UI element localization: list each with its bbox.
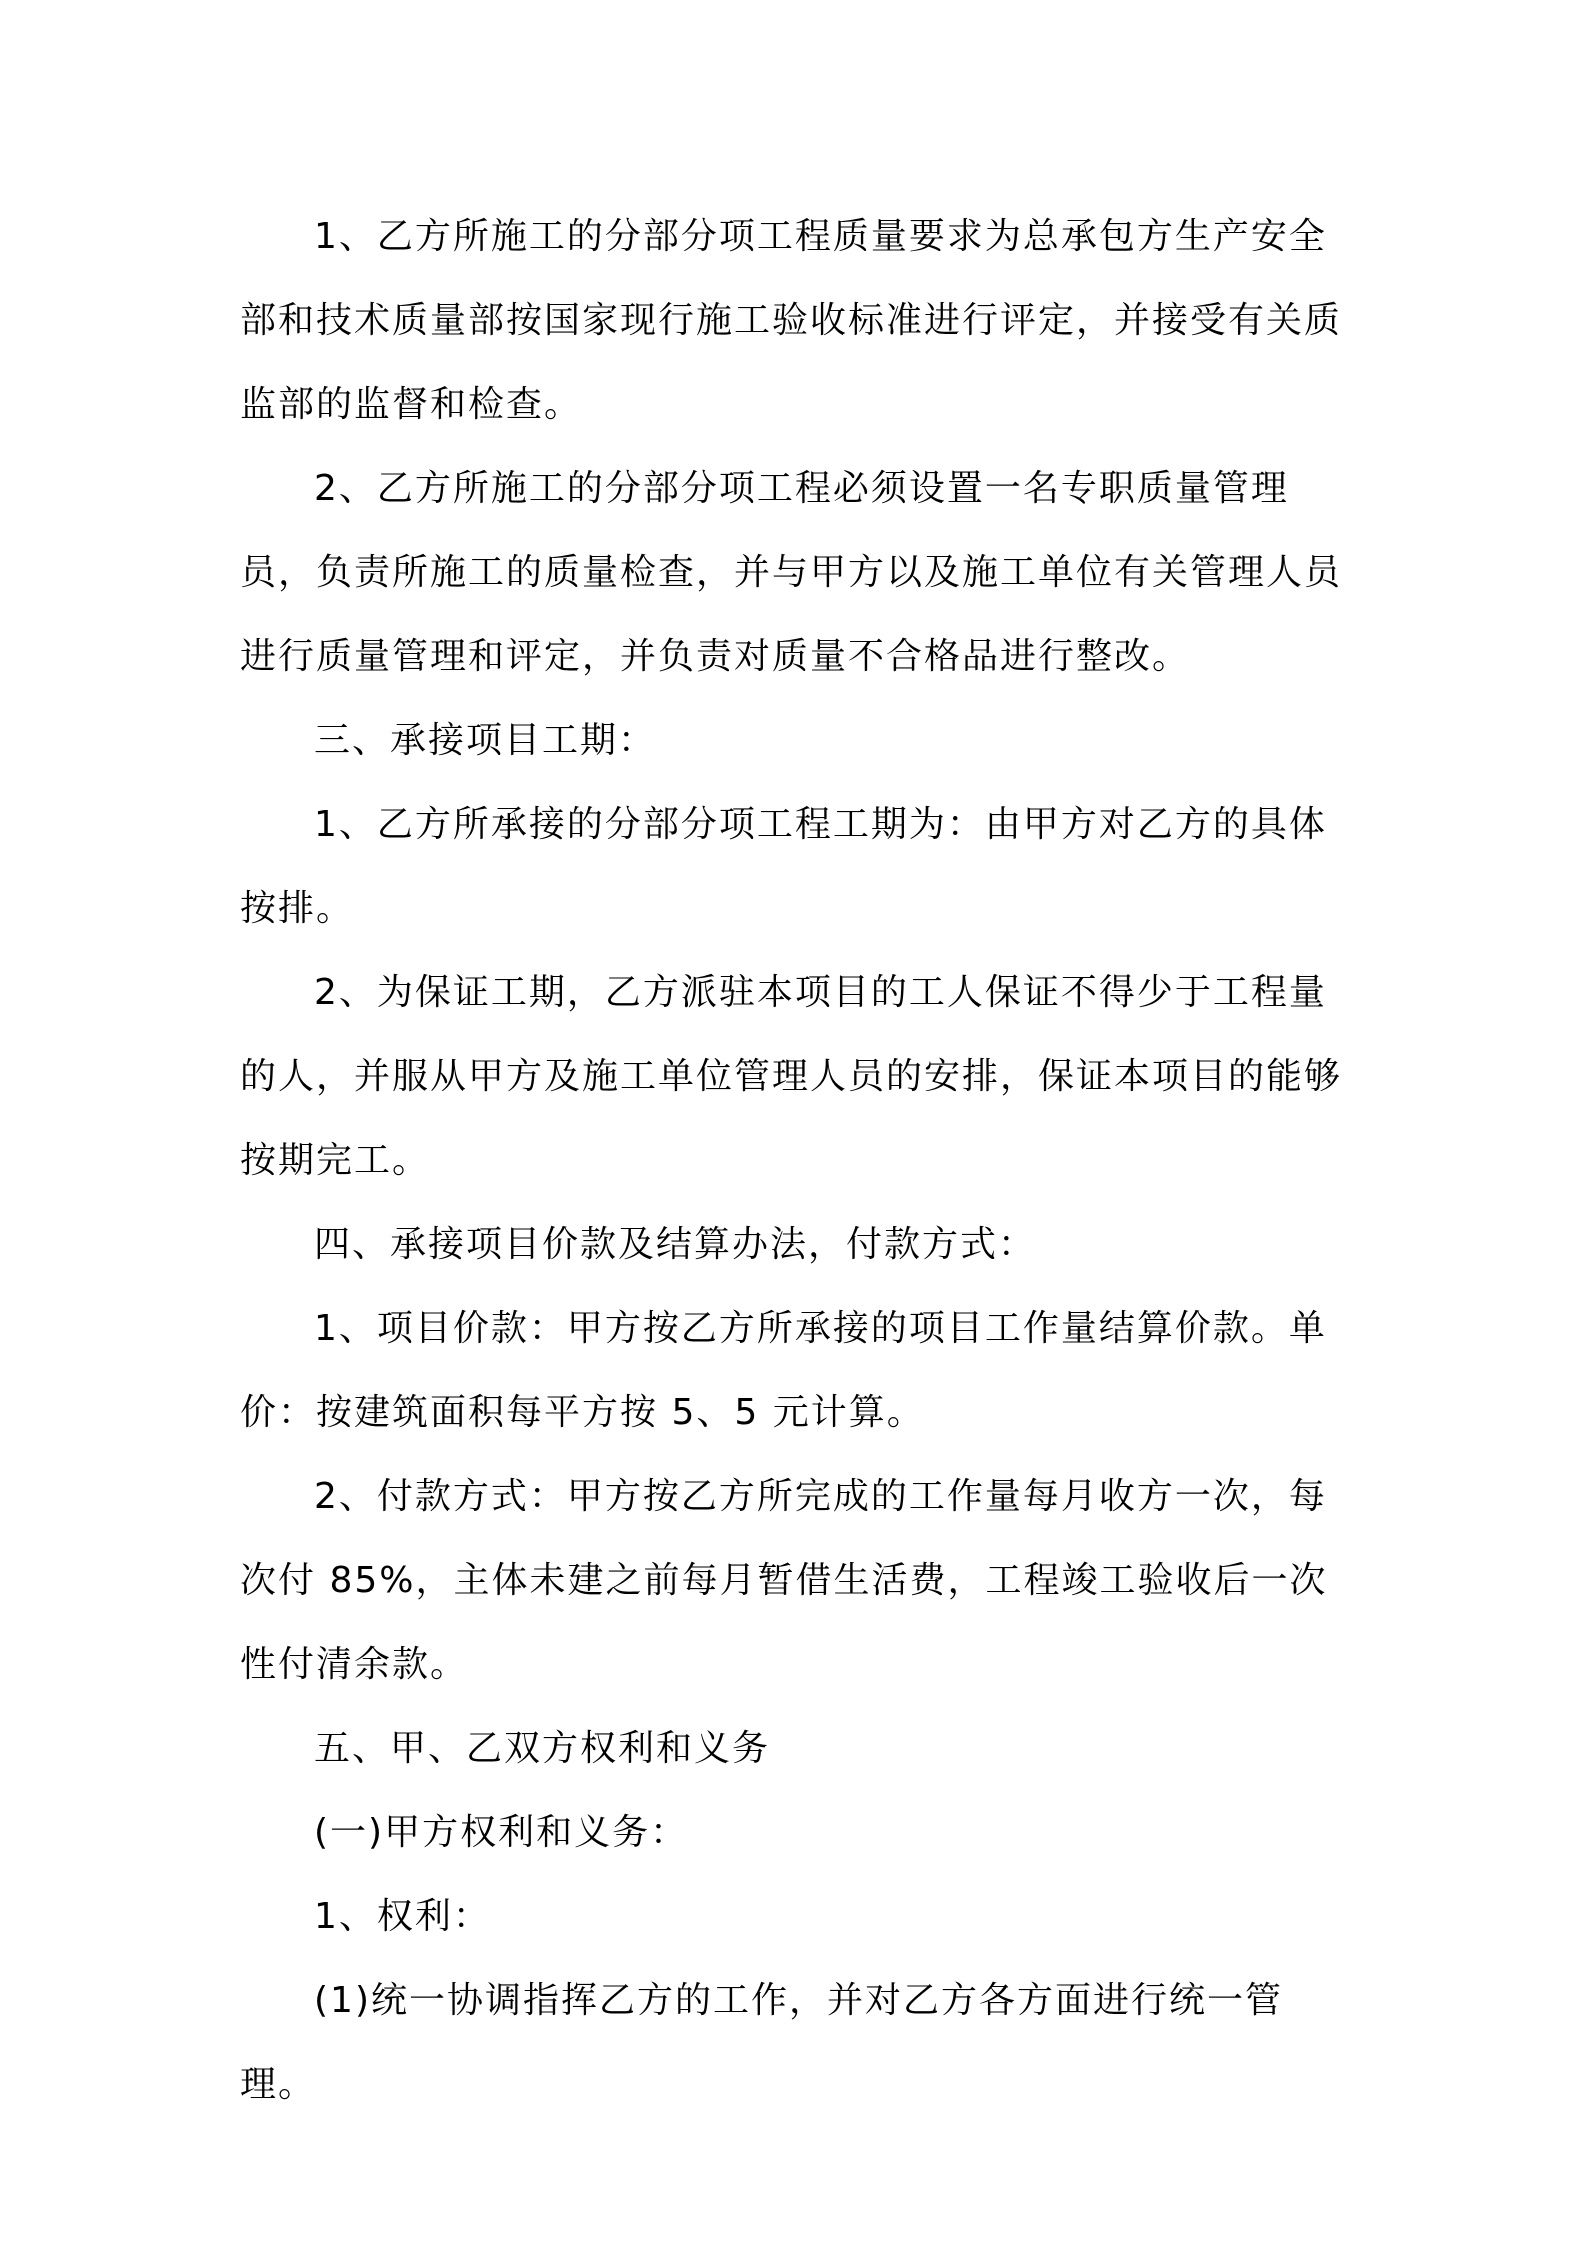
paragraph-quality-standard: 1、乙方所施工的分部分项工程质量要求为总承包方生产安全部和技术质量部按国家现行施工验收标准进行评定，并接受有关质监部的监督和检查。: [240, 216, 1343, 425]
document-body: [240, 195, 1352, 2127]
paragraph-project-price: 1、项目价款：甲方按乙方所承接的项目工作量结算价款。单价：按建筑面积每平方按 5、5 元计算。: [240, 1308, 1327, 1433]
paragraph-payment-method: 2、付款方式：甲方按乙方所完成的工作量每月收方一次，每次付 85%，主体未建之前每月暂借生活费，工程竣工验收后一次性付清余款。: [240, 1476, 1328, 1685]
section-heading-schedule: 三、承接项目工期：: [314, 720, 657, 761]
section-heading-payment: 四、承接项目价款及结算办法，付款方式：: [314, 1224, 1037, 1265]
subsection-heading-party-a: (一)甲方权利和义务：: [314, 1812, 689, 1853]
subsection-heading-rights: 1、权利：: [314, 1896, 491, 1937]
paragraph-schedule-arrangement: 1、乙方所承接的分部分项工程工期为：由甲方对乙方的具体按排。: [240, 804, 1327, 929]
paragraph-schedule-workers: 2、为保证工期，乙方派驻本项目的工人保证不得少于工程量的人，并服从甲方及施工单位管理人员的安排，保证本项目的能够按期完工。: [240, 972, 1343, 1181]
section-heading-rights-obligations: 五、甲、乙双方权利和义务: [314, 1728, 771, 1769]
paragraph-quality-manager: 2、乙方所施工的分部分项工程必须设置一名专职质量管理员，负责所施工的质量检查，并与甲方以及施工单位有关管理人员进行质量管理和评定，并负责对质量不合格品进行整改。: [240, 468, 1343, 677]
paragraph-coordinate-command: (1)统一协调指挥乙方的工作，并对乙方各方面进行统一管理。: [240, 1980, 1283, 2105]
